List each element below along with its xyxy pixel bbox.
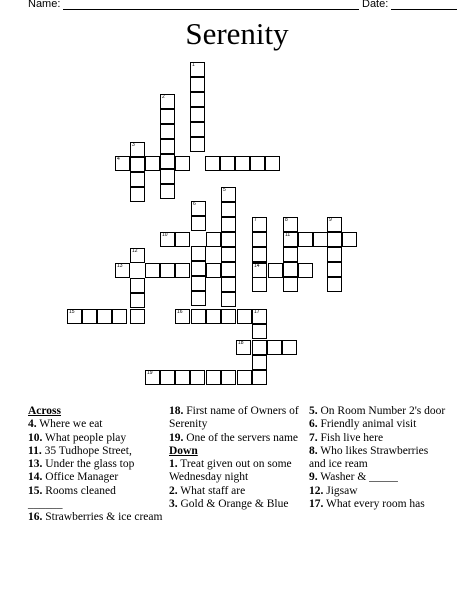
crossword-cell[interactable] bbox=[268, 263, 283, 278]
clue-item bbox=[309, 485, 447, 498]
crossword-cell[interactable] bbox=[175, 232, 190, 247]
crossword-cell[interactable] bbox=[220, 156, 235, 171]
clue-text: Fish live here bbox=[317, 431, 384, 444]
crossword-cell[interactable] bbox=[221, 232, 236, 247]
clue-text: On Room Number 2's door bbox=[317, 405, 446, 417]
cell-number: 19 bbox=[147, 370, 153, 376]
crossword-cell[interactable] bbox=[327, 217, 342, 232]
crossword-cell[interactable] bbox=[252, 355, 267, 370]
crossword-cell[interactable] bbox=[221, 202, 236, 217]
crossword-cell[interactable] bbox=[191, 261, 206, 276]
crossword-cell[interactable] bbox=[191, 276, 206, 291]
crossword-cell[interactable] bbox=[190, 77, 205, 92]
clue-number: 12. bbox=[309, 484, 324, 497]
clue-text: What every room has bbox=[323, 498, 425, 511]
clue-item bbox=[169, 485, 299, 498]
clue-text: One of the servers name bbox=[183, 431, 299, 444]
clue-number: 5. bbox=[309, 405, 318, 417]
clue-number: 7. bbox=[309, 431, 318, 444]
crossword-cell[interactable] bbox=[160, 370, 175, 385]
clue-number: 9. bbox=[309, 471, 318, 484]
clue-item bbox=[309, 445, 447, 472]
crossword-cell[interactable] bbox=[191, 216, 206, 231]
clue-item bbox=[28, 458, 164, 471]
crossword-cell[interactable] bbox=[175, 309, 190, 324]
crossword-cell[interactable] bbox=[160, 94, 175, 109]
clue-number: 18. bbox=[169, 405, 184, 417]
cell-number: 3 bbox=[132, 142, 135, 148]
crossword-cell[interactable] bbox=[175, 156, 190, 171]
clue-text: What people play bbox=[42, 431, 127, 444]
clue-item bbox=[28, 432, 164, 445]
clue-item bbox=[309, 432, 447, 445]
crossword-cell[interactable] bbox=[221, 277, 236, 292]
clue-text: Treat given out on some Wednesday night bbox=[169, 458, 292, 484]
crossword-cell[interactable] bbox=[221, 247, 236, 262]
clue-number: 2. bbox=[169, 484, 178, 497]
crossword-cell[interactable] bbox=[327, 232, 342, 247]
crossword-cell[interactable] bbox=[130, 187, 145, 202]
cell-number: 8 bbox=[285, 217, 288, 223]
crossword-cell[interactable] bbox=[130, 157, 145, 172]
clue-number: 16. bbox=[28, 511, 43, 524]
cell-number: 13 bbox=[117, 263, 123, 269]
clue-item bbox=[309, 405, 447, 418]
crossword-cell[interactable] bbox=[190, 62, 205, 77]
crossword-cell[interactable] bbox=[252, 309, 267, 324]
clue-text: Under the glass top bbox=[42, 458, 135, 471]
clue-text: Friendly animal visit bbox=[317, 418, 417, 431]
crossword-cell[interactable] bbox=[67, 309, 82, 324]
clue-item bbox=[28, 471, 164, 484]
crossword-cell[interactable] bbox=[265, 156, 280, 171]
crossword-cell[interactable] bbox=[160, 109, 175, 124]
clue-item bbox=[309, 498, 447, 511]
cell-number: 9 bbox=[329, 217, 332, 223]
clues-column-1 bbox=[28, 405, 164, 525]
crossword-cell[interactable] bbox=[327, 262, 342, 277]
clue-number: 3. bbox=[169, 498, 178, 511]
clue-number: 10. bbox=[28, 431, 43, 444]
crossword-cell[interactable] bbox=[342, 232, 357, 247]
cell-number: 14 bbox=[254, 263, 260, 269]
crossword-cell[interactable] bbox=[130, 309, 145, 324]
crossword-cell[interactable] bbox=[160, 263, 175, 278]
crossword-cell[interactable] bbox=[327, 277, 342, 292]
crossword-cell[interactable] bbox=[283, 277, 298, 292]
clue-item bbox=[28, 511, 164, 524]
crossword-cell[interactable] bbox=[160, 184, 175, 199]
clue-number: 6. bbox=[309, 418, 318, 431]
clue-item bbox=[309, 418, 447, 431]
cell-number: 6 bbox=[193, 201, 196, 207]
crossword-cell[interactable] bbox=[97, 309, 112, 324]
crossword-cell[interactable] bbox=[160, 124, 175, 139]
crossword-cell[interactable] bbox=[190, 107, 205, 122]
crossword-cell[interactable] bbox=[145, 370, 160, 385]
crossword-cell[interactable] bbox=[252, 232, 267, 247]
clue-item bbox=[28, 485, 164, 498]
clue-item bbox=[169, 432, 299, 445]
crossword-cell[interactable] bbox=[221, 292, 236, 307]
crossword-cell[interactable] bbox=[237, 370, 252, 385]
cell-number: 5 bbox=[223, 187, 226, 193]
crossword-cell[interactable] bbox=[205, 156, 220, 171]
cell-number: 11 bbox=[285, 232, 291, 238]
clues-column-3 bbox=[309, 405, 447, 511]
cell-number: 1 bbox=[192, 62, 195, 68]
clue-item bbox=[169, 458, 299, 485]
clue-number: 11. bbox=[28, 444, 42, 457]
clue-number: 14. bbox=[28, 471, 43, 484]
cell-number: 7 bbox=[254, 217, 257, 223]
cell-number: 4 bbox=[117, 156, 120, 162]
cell-number: 18 bbox=[238, 340, 244, 346]
clue-number: 19. bbox=[169, 431, 184, 444]
crossword-cell[interactable] bbox=[313, 232, 328, 247]
crossword-cell[interactable] bbox=[298, 232, 313, 247]
crossword-cell[interactable] bbox=[191, 291, 206, 306]
crossword-cell[interactable] bbox=[130, 278, 145, 293]
crossword-cell[interactable] bbox=[282, 340, 297, 355]
crossword-cell[interactable] bbox=[252, 340, 267, 355]
crossword-cell[interactable] bbox=[252, 324, 267, 339]
clue-number: 4. bbox=[28, 418, 37, 431]
crossword-cell[interactable] bbox=[175, 370, 190, 385]
clue-text: Strawberries & ice cream bbox=[42, 511, 163, 524]
crossword-cell[interactable] bbox=[221, 309, 236, 324]
crossword-cell[interactable] bbox=[130, 172, 145, 187]
clue-section-heading: Across bbox=[28, 405, 62, 417]
crossword-cell[interactable] bbox=[115, 156, 130, 171]
cell-number: 16 bbox=[177, 309, 183, 315]
crossword-cell[interactable] bbox=[130, 142, 145, 157]
clue-number: 8. bbox=[309, 444, 318, 457]
cell-number: 2 bbox=[162, 94, 165, 100]
clue-section-heading: Down bbox=[169, 444, 198, 457]
cell-number: 15 bbox=[69, 309, 75, 315]
cell-number: 17 bbox=[254, 309, 260, 315]
crossword-cell[interactable] bbox=[130, 248, 145, 263]
crossword-cell[interactable] bbox=[298, 263, 313, 278]
crossword-cell[interactable] bbox=[145, 263, 160, 278]
crossword-cell[interactable] bbox=[190, 370, 205, 385]
crossword-cell[interactable] bbox=[160, 232, 175, 247]
clue-continuation: ______ bbox=[28, 498, 63, 511]
crossword-cell[interactable] bbox=[191, 201, 206, 216]
crossword-cell[interactable] bbox=[82, 309, 97, 324]
crossword-cell[interactable] bbox=[252, 277, 267, 292]
crossword-cell[interactable] bbox=[221, 370, 236, 385]
clue-text: Where we eat bbox=[36, 418, 103, 431]
clue-text: Who likes Strawberries and ice ream bbox=[309, 444, 429, 471]
clue-item bbox=[169, 498, 299, 511]
clue-number: 13. bbox=[28, 458, 43, 471]
crossword-cell[interactable] bbox=[283, 217, 298, 232]
crossword-cell[interactable] bbox=[175, 263, 190, 278]
clue-number: 1. bbox=[169, 458, 178, 471]
cell-number: 10 bbox=[162, 232, 168, 238]
crossword-cell[interactable] bbox=[191, 309, 206, 324]
clue-text: Rooms cleaned bbox=[42, 484, 116, 497]
clue-number: 15. bbox=[28, 484, 43, 497]
crossword-cell[interactable] bbox=[190, 122, 205, 137]
clue-number: 17. bbox=[309, 498, 324, 511]
crossword-cell[interactable] bbox=[252, 263, 267, 278]
crossword-cell[interactable] bbox=[283, 232, 298, 247]
crossword-cell[interactable] bbox=[283, 247, 298, 262]
crossword-cell[interactable] bbox=[236, 340, 251, 355]
crossword-cell[interactable] bbox=[252, 217, 267, 232]
crossword-cell[interactable] bbox=[115, 263, 130, 278]
crossword-cell[interactable] bbox=[145, 156, 160, 171]
crossword-cell[interactable] bbox=[267, 340, 282, 355]
crossword-cell[interactable] bbox=[112, 309, 127, 324]
crossword-cell[interactable] bbox=[206, 309, 221, 324]
clue-item bbox=[309, 471, 447, 484]
clues-column-2 bbox=[169, 405, 299, 511]
crossword-cell[interactable] bbox=[237, 309, 252, 324]
date-label: Date: bbox=[362, 0, 389, 10]
crossword-cell[interactable] bbox=[191, 246, 206, 261]
crossword-cell[interactable] bbox=[221, 187, 236, 202]
clue-text: 35 Tudhope Street, bbox=[41, 444, 132, 457]
crossword-cell[interactable] bbox=[190, 92, 205, 107]
crossword-cell[interactable] bbox=[190, 137, 205, 152]
clue-text: Gold & Orange & Blue bbox=[177, 498, 289, 511]
crossword-cell[interactable] bbox=[283, 262, 298, 277]
crossword-cell[interactable] bbox=[221, 217, 236, 232]
cell-number: 12 bbox=[132, 248, 138, 254]
crossword-cell[interactable] bbox=[252, 247, 267, 262]
page-title: Serenity bbox=[185, 16, 289, 51]
crossword-cell[interactable] bbox=[221, 262, 236, 277]
crossword-cell[interactable] bbox=[206, 370, 221, 385]
clue-item bbox=[169, 405, 299, 432]
clue-item bbox=[28, 418, 164, 431]
clue-text: Washer & _____ bbox=[317, 471, 398, 484]
crossword-cell[interactable] bbox=[206, 232, 221, 247]
clue-text: Office Manager bbox=[42, 471, 119, 484]
clue-text: What staff are bbox=[177, 484, 246, 497]
crossword-cell[interactable] bbox=[250, 156, 265, 171]
crossword-cell[interactable] bbox=[206, 263, 221, 278]
crossword-cell[interactable] bbox=[160, 139, 175, 154]
clue-text: Jigsaw bbox=[323, 484, 358, 497]
clue-text: First name of Owners of Serenity bbox=[169, 405, 299, 431]
name-label: Name: bbox=[28, 0, 61, 10]
clue-item bbox=[28, 445, 164, 458]
crossword-cell[interactable] bbox=[235, 156, 250, 171]
crossword-cell[interactable] bbox=[130, 293, 145, 308]
crossword-cell[interactable] bbox=[160, 169, 175, 184]
crossword-cell[interactable] bbox=[160, 154, 175, 169]
crossword-cell[interactable] bbox=[252, 370, 267, 385]
crossword-cell[interactable] bbox=[327, 247, 342, 262]
